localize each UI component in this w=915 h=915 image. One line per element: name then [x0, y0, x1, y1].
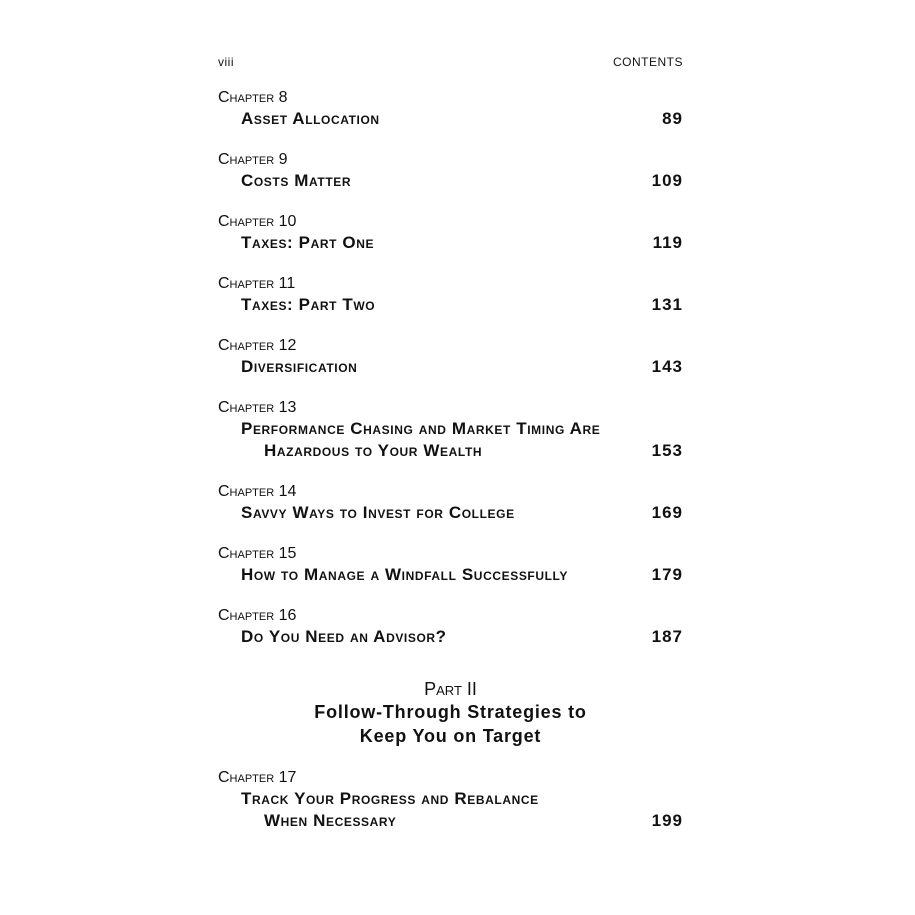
part-title-line-2: Keep You on Target	[359, 726, 542, 746]
chapter-title: How to Manage a Windfall Successfully	[241, 565, 568, 584]
toc-entry	[218, 212, 683, 254]
chapter-title: Diversification	[241, 357, 358, 376]
chapter-page-number: 153	[651, 441, 683, 460]
chapter-title-line-1: Performance Chasing and Market Timing Are	[241, 419, 601, 438]
chapter-page-number: 187	[651, 627, 683, 646]
chapter-title: Taxes: Part Two	[241, 295, 376, 314]
part-label: Part II	[424, 679, 477, 699]
chapter-title-row	[218, 626, 683, 648]
toc-entry	[218, 606, 683, 648]
chapter-title-row	[218, 294, 683, 316]
chapter-label: Chapter 12	[218, 337, 297, 354]
toc-entry	[218, 88, 683, 130]
chapter-page-number: 131	[651, 295, 683, 314]
chapter-page-number: 89	[662, 109, 683, 128]
chapter-label: Chapter 14	[218, 483, 297, 500]
chapter-title: Costs Matter	[241, 171, 352, 190]
toc-entry	[218, 336, 683, 378]
chapter-title: Savvy Ways to Invest for College	[241, 503, 515, 522]
chapter-page-number: 143	[651, 357, 683, 376]
chapter-label: Chapter 11	[218, 275, 296, 292]
chapter-title: Taxes: Part One	[241, 233, 375, 252]
chapter-page-number: 199	[651, 811, 683, 830]
chapter-title: Do You Need an Advisor?	[241, 627, 447, 646]
chapter-title-line-1: Track Your Progress and Rebalance	[241, 789, 539, 808]
chapter-page-number: 179	[651, 565, 683, 584]
toc-entry	[218, 482, 683, 524]
toc-entry	[218, 150, 683, 192]
chapter-title-row	[218, 232, 683, 254]
toc-entry	[218, 274, 683, 316]
running-head	[218, 55, 683, 73]
part-heading	[218, 678, 683, 748]
chapter-label: Chapter 8	[218, 89, 288, 106]
chapter-title-line-2: When Necessary	[264, 811, 397, 830]
chapter-title-line-2: Hazardous to Your Wealth	[264, 441, 483, 460]
chapter-label: Chapter 9	[218, 151, 288, 168]
chapter-title-row	[218, 418, 683, 462]
chapter-title-row	[218, 788, 683, 832]
chapter-page-number: 109	[651, 171, 683, 190]
chapter-label: Chapter 16	[218, 607, 297, 624]
toc-entry	[218, 768, 683, 832]
part-title-line-1: Follow-Through Strategies to	[314, 702, 587, 722]
chapter-title: Asset Allocation	[241, 109, 380, 128]
page-number: viii	[218, 55, 234, 69]
chapter-title-row	[218, 564, 683, 586]
chapter-title-row	[218, 502, 683, 524]
chapter-page-number: 169	[651, 503, 683, 522]
contents-page	[218, 55, 683, 832]
chapter-label: Chapter 17	[218, 769, 297, 786]
chapter-page-number: 119	[652, 233, 683, 252]
chapter-label: Chapter 15	[218, 545, 297, 562]
chapter-title-row	[218, 356, 683, 378]
chapter-label: Chapter 10	[218, 213, 297, 230]
chapter-title-row	[218, 108, 683, 130]
section-title: CONTENTS	[613, 55, 683, 69]
chapter-title-row	[218, 170, 683, 192]
toc-entry	[218, 398, 683, 462]
toc-entry	[218, 544, 683, 586]
chapter-label: Chapter 13	[218, 399, 297, 416]
